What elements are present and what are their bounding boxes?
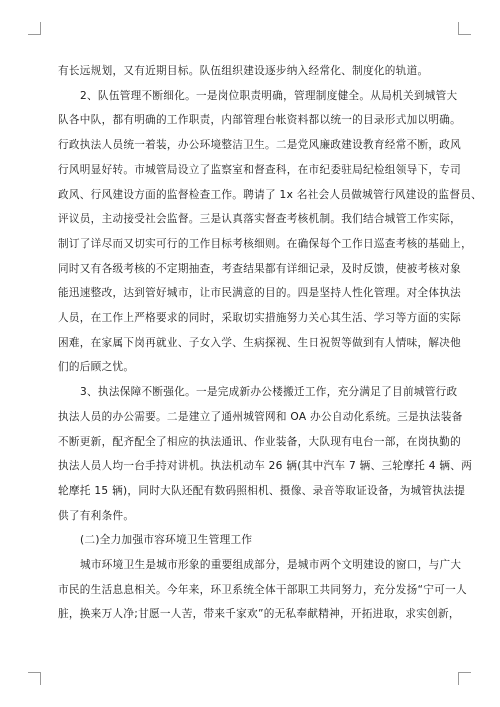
document-line: 脏，换来万人净;甘愿一人苦，带来千家欢”的无私奉献精神，开拓进取，求实创新， — [58, 608, 460, 621]
document-line: 们的后顾之忧。 — [58, 361, 135, 374]
document-line: 2、队伍管理不断细化。一是岗位职责明确，管理制度健全。从局机关到城管大 — [80, 89, 458, 102]
document-line: 不断更新，配齐配全了相应的执法通讯、作业装备，大队现有电台一部，在岗执勤的 — [58, 435, 462, 448]
document-line: 执法人员的办公需要。二是建立了通州城管网和 OA 办公自动化系统。三是执法装备 — [58, 410, 463, 423]
crop-mark-top-left — [28, 22, 41, 35]
document-line: 队各中队，都有明确的工作职责，内部管理台帐资料都以统一的目录形式加以明确。 — [58, 114, 462, 127]
document-line: 人员，在工作上严格要求的同时，采取切实措施努力关心其生活、学习等方面的实际 — [58, 312, 462, 324]
document-line: 城市环境卫生是城市形象的重要组成部分，是城市两个文明建设的窗口，与广大 — [80, 559, 462, 571]
document-line: 市民的生活息息相关。今年来，环卫系统全体干部职工共同努力，充分发扬“宁可一人 — [58, 583, 467, 596]
document-line: 轮摩托 15 辆)，同时大队还配有数码照相机、摄像、录音等取证设备，为城管执法提 — [58, 484, 466, 497]
document-line: 政风、行风建设方面的监督检查工作。聘请了 1x 名社会人员做城管行风建设的监督员、 — [58, 188, 483, 201]
document-line: 行风明显好转。市城管局设立了监察室和督查科，在市纪委驻局纪检组领导下，专司 — [58, 163, 462, 176]
document-line: 有长远规划，又有近期目标。队伍组织建设逐步纳入经常化、制度化的轨道。 — [58, 65, 429, 77]
document-line: (二)全力加强市容环境卫生管理工作 — [80, 534, 253, 547]
document-line: 评议员，主动接受社会监督。三是认真落实督查考核机制。我们结合城管工作实际， — [58, 213, 462, 226]
crop-mark-bottom-left — [28, 672, 41, 685]
document-line: 行政执法人员统一着装，办公环境整洁卫生。二是党风廉政建设教育经常不断，政风 — [58, 139, 462, 152]
document-line: 困难，在家属下岗再就业、子女入学、生病探视、生日祝贺等做到有人情味，解决他 — [58, 336, 462, 349]
document-line: 能迅速整改，达到管好城市，让市民满意的目的。四是坚持人性化管理。对全体执法 — [58, 287, 462, 300]
document-line: 3、执法保障不断强化。一是完成新办公楼搬迁工作，充分满足了目前城管行政 — [80, 386, 458, 399]
crop-mark-top-right — [458, 22, 471, 35]
document-line: 供了有利条件。 — [58, 509, 135, 522]
crop-mark-bottom-right — [458, 672, 471, 685]
document-line: 同时又有各级考核的不定期抽查，考查结果都有详细记录，及时反馈，使被考核对象 — [58, 262, 462, 275]
document-line: 执法人员人均一台手持对讲机。执法机动车 26 辆(其中汽车 7 辆、三轮摩托 4 辆、两 — [58, 460, 473, 473]
document-line: 制订了详尽而又切实可行的工作目标考核细则。在确保每个工作日巡查考核的基础上， — [58, 237, 472, 250]
